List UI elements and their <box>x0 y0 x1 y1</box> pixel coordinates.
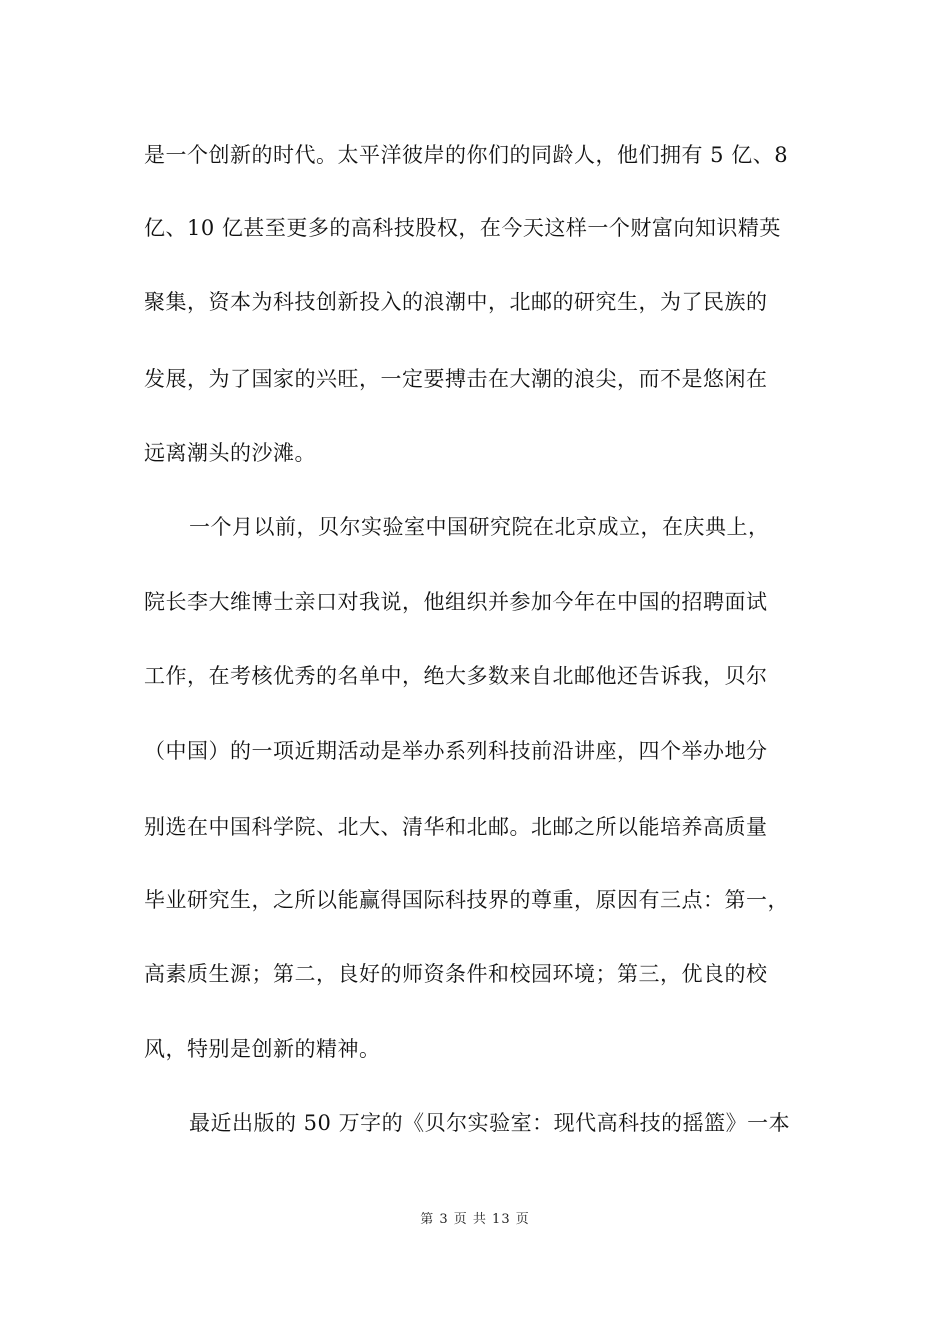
text-line: （中国）的一项近期活动是举办系列科技前沿讲座，四个举办地分 <box>144 739 768 763</box>
text-line: 亿、10 亿甚至更多的高科技股权，在今天这样一个财富向知识精英 <box>144 216 781 240</box>
text-line: 聚集，资本为科技创新投入的浪潮中，北邮的研究生，为了民族的 <box>144 290 768 314</box>
text-line: 院长李大维博士亲口对我说，他组织并参加今年在中国的招聘面试 <box>144 590 768 614</box>
text-line: 高素质生源；第二，良好的师资条件和校园环境；第三，优良的校 <box>144 962 768 986</box>
text-line: 别选在中国科学院、北大、清华和北邮。北邮之所以能培养高质量 <box>144 815 768 839</box>
text-line: 是一个创新的时代。太平洋彼岸的你们的同龄人，他们拥有 5 亿、8 <box>144 143 789 167</box>
text-line: 发展，为了国家的兴旺，一定要搏击在大潮的浪尖，而不是悠闲在 <box>144 367 768 391</box>
text-line: 远离潮头的沙滩。 <box>144 441 316 465</box>
page-number-footer: 第 3 页 共 13 页 <box>420 1212 530 1227</box>
paragraph-first-line: 一个月以前，贝尔实验室中国研究院在北京成立，在庆典上， <box>189 515 770 539</box>
paragraph-first-line: 最近出版的 50 万字的《贝尔实验室：现代高科技的摇篮》一本 <box>189 1111 791 1135</box>
text-line: 风，特别是创新的精神。 <box>144 1037 381 1061</box>
text-line: 毕业研究生，之所以能赢得国际科技界的尊重，原因有三点：第一， <box>144 888 789 912</box>
text-line: 工作，在考核优秀的名单中，绝大多数来自北邮他还告诉我，贝尔 <box>144 664 768 688</box>
